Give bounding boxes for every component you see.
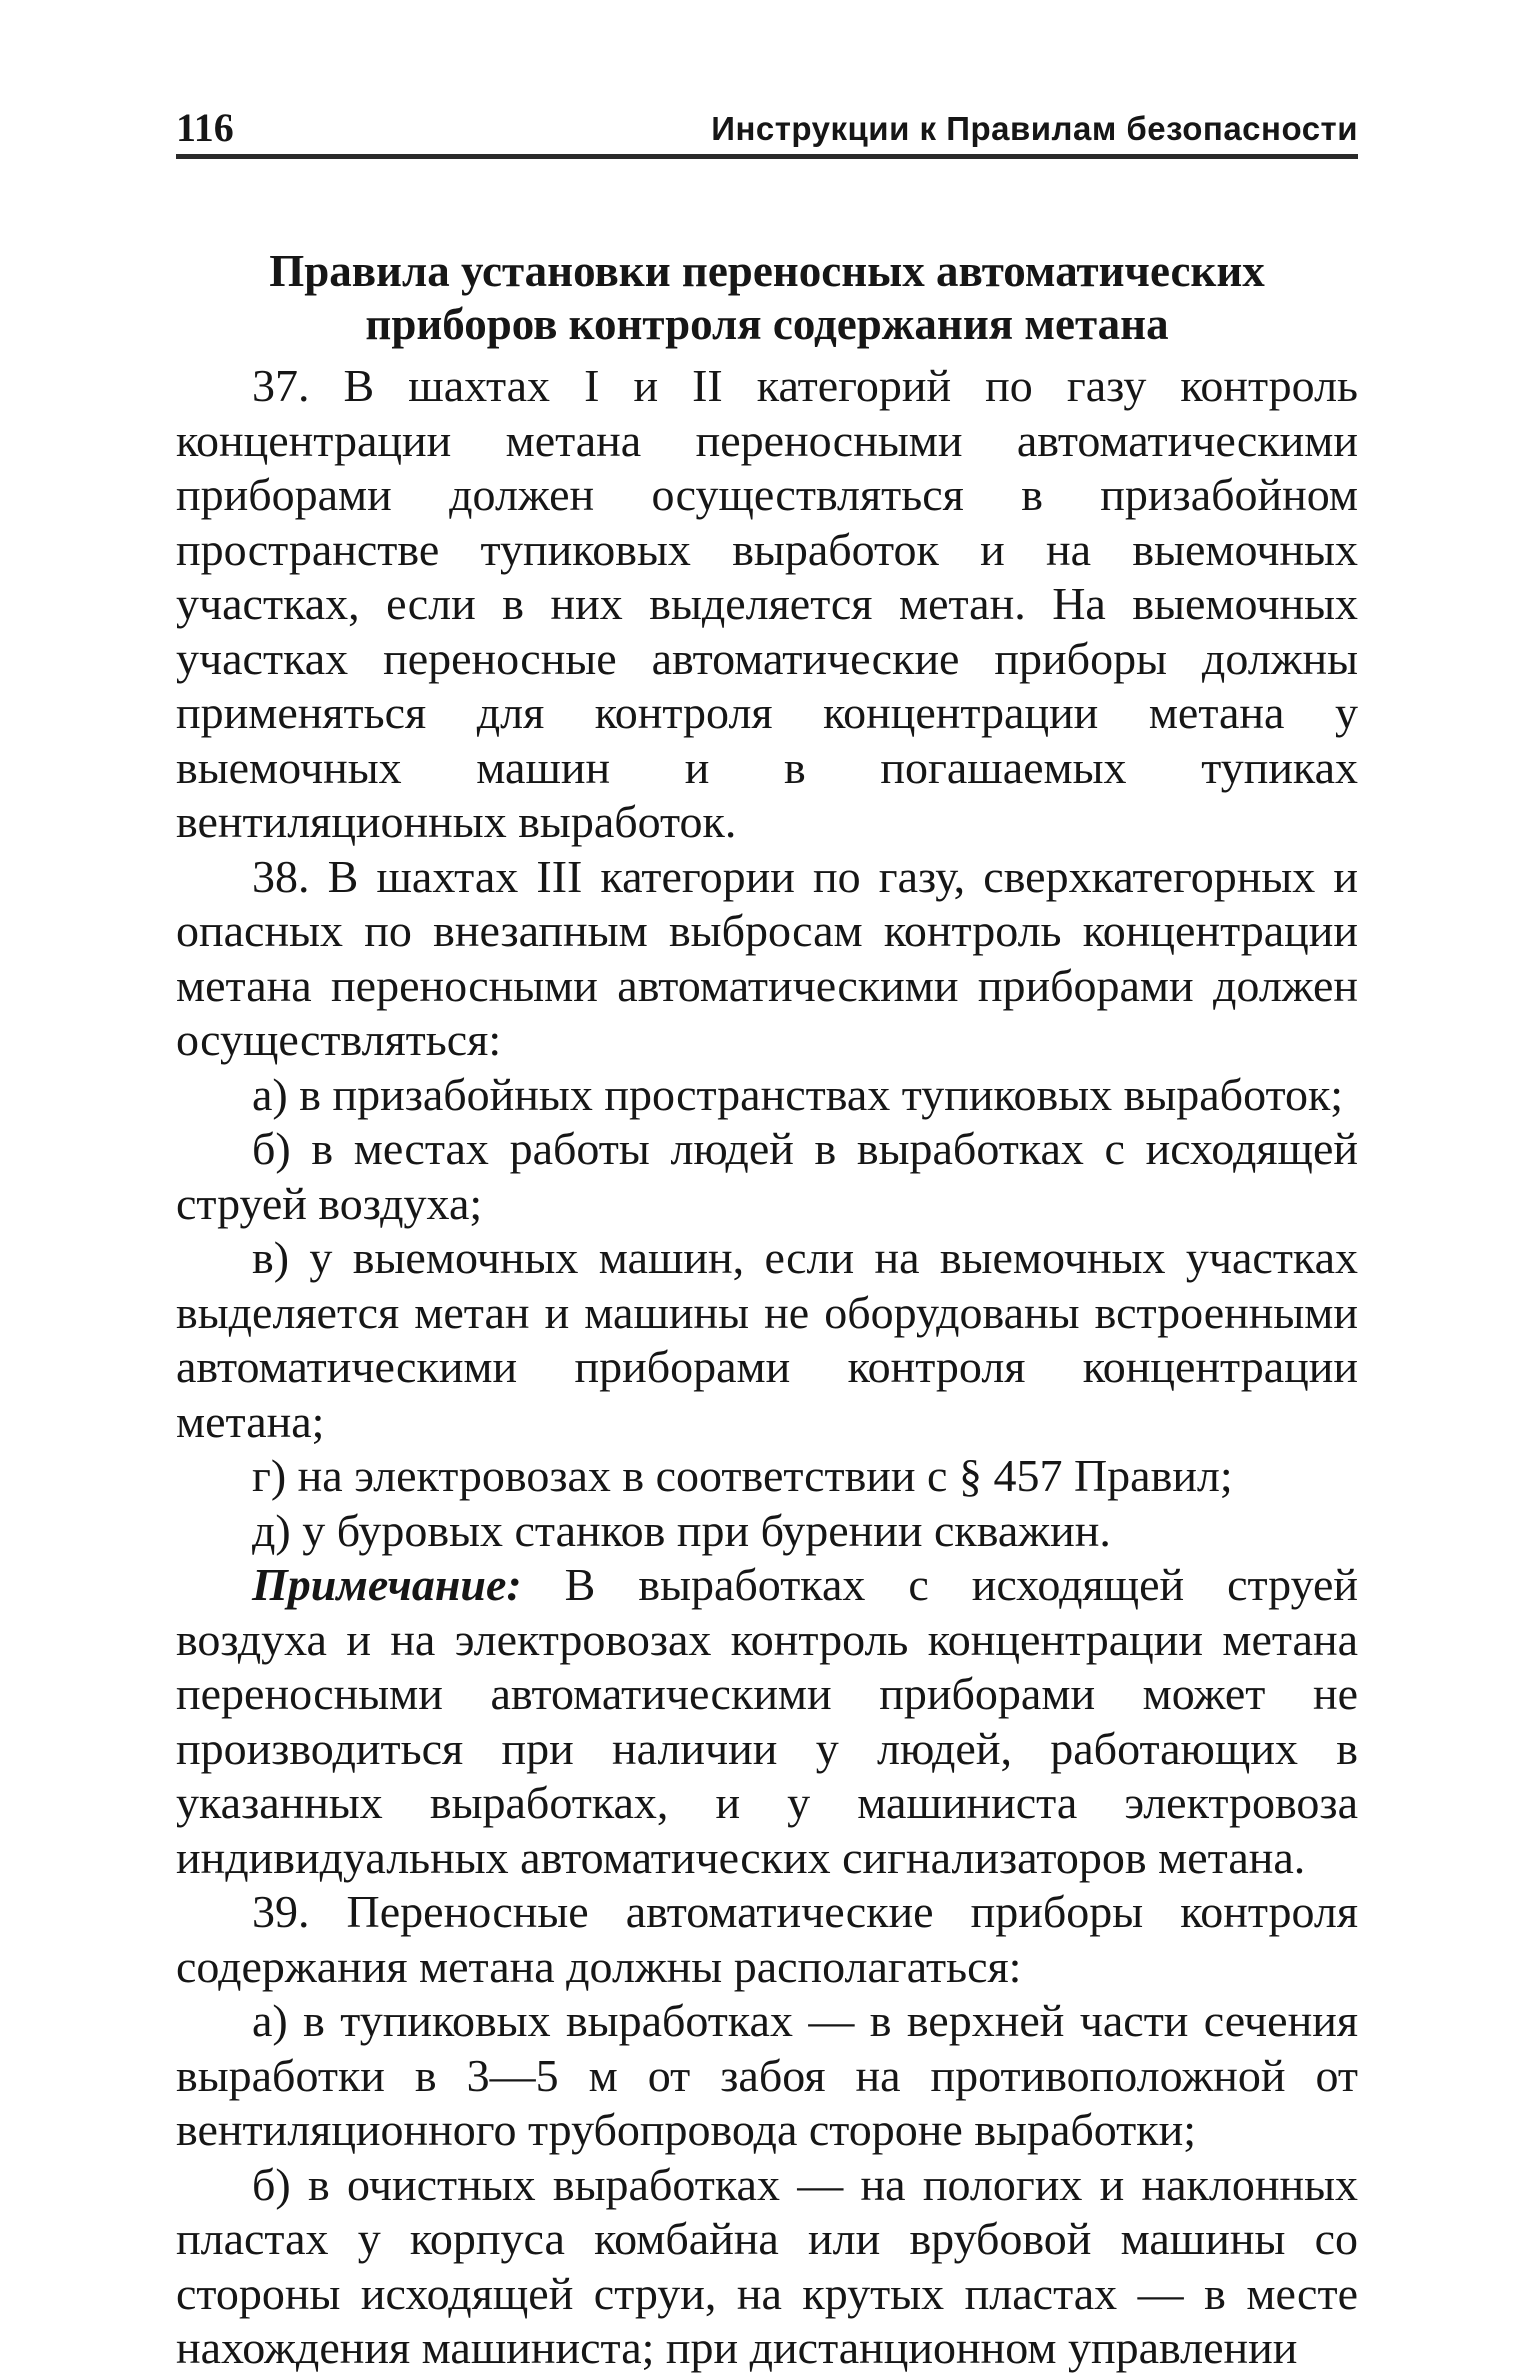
list-item-38-d: д) у буровых станков при бурении скважин. xyxy=(252,1504,1111,1556)
running-title: Инструкции к Правилам безопасности xyxy=(711,110,1358,147)
note-text: В выработках с исходящей струей воздуха и на электровозах контроль концентрации метана переносными автоматическими приборами может не производиться при наличии у людей, работающих в указанных выработках, и у машиниста электровоза индивидуальных автоматических сигнализаторов метана. xyxy=(176,1559,1358,1883)
header-rule xyxy=(176,154,1358,159)
paragraph-39: 39. Переносные автоматические приборы контроля содержания метана должны располагаться: xyxy=(176,1886,1358,1992)
section-title xyxy=(176,245,1358,351)
running-head xyxy=(176,100,1358,160)
list-item-38-a: а) в призабойных пространствах тупиковых выработок; xyxy=(252,1068,1344,1120)
section-title-line-1: Правила установки переносных автоматических xyxy=(269,246,1265,296)
body-text xyxy=(176,359,1358,2376)
note-label: Примечание: xyxy=(252,1559,522,1610)
paragraph-37: 37. В шахтах I и II категорий по газу контроль концентрации метана переносными автоматическими приборами должен осуществляться в призабойном пространстве тупиковых выработок и на выемочных участках, если в них выделяется метан. На выемочных участках переносные автоматические приборы должны применяться для контроля концентрации метана у выемочных машин и в погашаемых тупиках вентиляционных выработок. xyxy=(176,360,1358,847)
book-page xyxy=(176,100,1358,2376)
list-item-39-b: б) в очистных выработках — на пологих и наклонных пластах у корпуса комбайна или врубовой машины со стороны исходящей струи, на крутых пластах — в месте нахождения машиниста; при дистанционном управлении xyxy=(176,2158,1358,2373)
note-paragraph xyxy=(176,1558,1358,1885)
list-item-38-v: в) у выемочных машин, если на выемочных участках выделяется метан и машины не оборудованы встроенными автоматическими приборами контроля концентрации метана; xyxy=(176,1232,1358,1447)
list-item-39-a: а) в тупиковых выработках — в верхней части сечения выработки в 3—5 м от забоя на противоположной от вентиляционного трубопровода стороне выработки; xyxy=(176,1995,1358,2155)
list-item-38-g: г) на электровозах в соответствии с § 457 Правил; xyxy=(252,1450,1233,1501)
section-title-line-2: приборов контроля содержания метана xyxy=(365,299,1169,349)
page-number: 116 xyxy=(176,105,234,150)
list-item-38-b: б) в местах работы людей в выработках с исходящей струей воздуха; xyxy=(176,1123,1358,1229)
paragraph-38: 38. В шахтах III категории по газу, сверхкатегорных и опасных по внезапным выбросам контроль концентрации метана переносными автоматическими приборами должен осуществляться: xyxy=(176,850,1358,1065)
